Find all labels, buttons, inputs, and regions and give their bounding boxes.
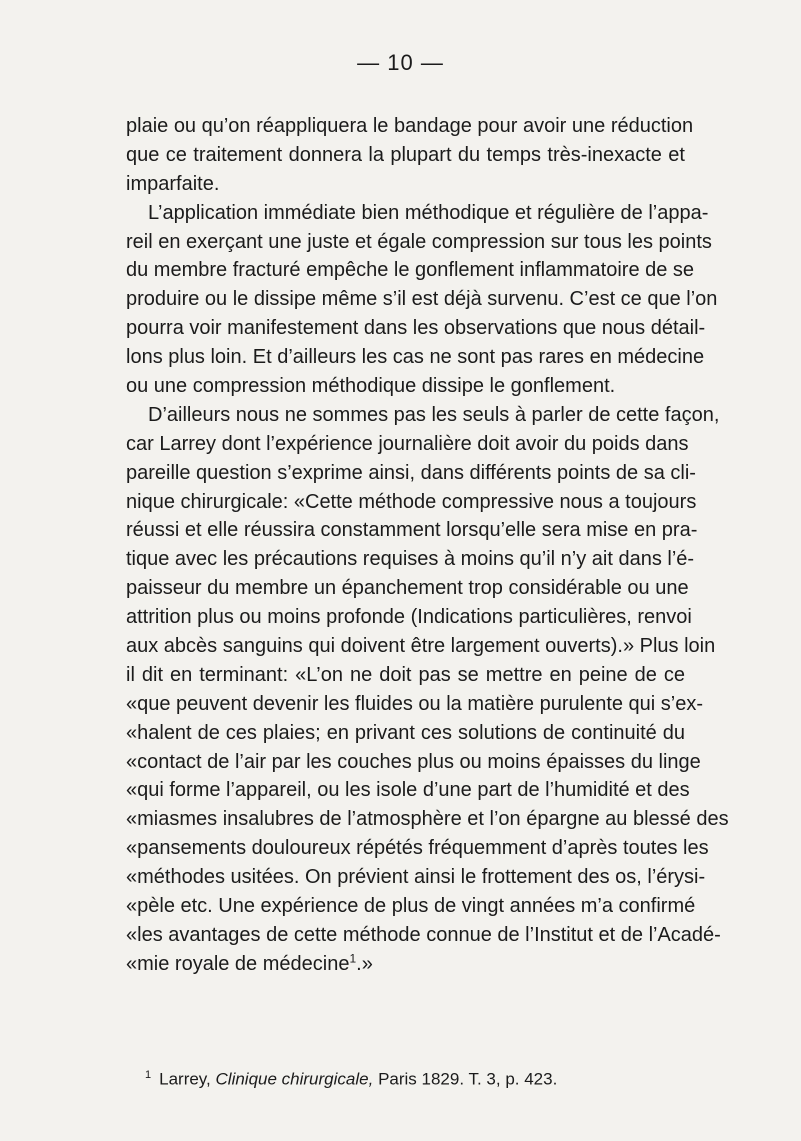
text-line-content: «mie royale de médecine	[126, 952, 350, 975]
text-line: tique avec les précautions requises à moins qu’il n’y ait dans l’é-	[126, 548, 695, 571]
text-line: que ce traitement donnera la plupart du temps très-inexacte et	[126, 143, 685, 166]
text-line: reil en exerçant une juste et égale compression sur tous les points	[126, 230, 712, 253]
text-line: produire ou le dissipe même s’il est déjà survenu. C’est ce que l’on	[126, 288, 718, 311]
footnote-author: Larrey,	[159, 1069, 211, 1089]
text-line: «que peuvent devenir les fluides ou la matière purulente qui s’ex-	[126, 692, 704, 715]
footnote-details: Paris 1829. T. 3, p. 423.	[378, 1069, 558, 1089]
text-line: du membre fracturé empêche le gonflement inflammatoire de se	[126, 259, 695, 282]
text-line: «méthodes usitées. On prévient ainsi le frottement des os, l’érysi-	[126, 866, 706, 889]
text-line: «pansements douloureux répétés fréquemment d’après toutes les	[126, 837, 709, 860]
footnote-mark: 1	[145, 1069, 152, 1081]
text-line: imparfaite.	[126, 172, 220, 195]
page-number: — 10 —	[357, 50, 444, 75]
text-line-final	[126, 950, 685, 979]
footnote-reference: 1	[349, 951, 357, 966]
text-line-end: .»	[356, 952, 373, 975]
text-line: plaie ou qu’on réappliquera le bandage pour avoir une réduction	[126, 115, 694, 137]
text-line: lons plus loin. Et d’ailleurs les cas ne sont pas rares en médecine	[126, 346, 705, 369]
text-line: car Larrey dont l’expérience journalière doit avoir du poids dans	[126, 432, 689, 455]
footnote	[145, 1064, 557, 1091]
text-line: L’application immédiate bien méthodique et régulière de l’appa-	[148, 201, 709, 224]
text-line: nique chirurgicale: «Cette méthode compressive nous a toujours	[126, 490, 697, 513]
text-line: ou une compression méthodique dissipe le gonflement.	[126, 375, 616, 398]
text-line: D’ailleurs nous ne sommes pas les seuls à parler de cette façon,	[148, 403, 720, 426]
text-line: «halent de ces plaies; en privant ces solutions de continuité du	[126, 721, 685, 744]
text-line: réussi et elle réussira constamment lorsqu’elle sera mise en pra-	[126, 519, 698, 542]
text-line: paisseur du membre un épanchement trop considérable ou une	[126, 577, 689, 600]
text-line: pourra voir manifestement dans les observations que nous détail-	[126, 317, 706, 340]
text-line: «miasmes insalubres de l’atmosphère et l’on épargne au blessé des	[126, 808, 729, 831]
body-text	[126, 112, 729, 979]
footnote-title: Clinique chirurgicale,	[215, 1069, 374, 1089]
text-line: «pèle etc. Une expérience de plus de vingt années m’a confirmé	[126, 895, 696, 918]
text-line: il dit en terminant: «L’on ne doit pas se mettre en peine de ce	[126, 663, 685, 686]
text-line: «contact de l’air par les couches plus ou moins épaisses du linge	[126, 750, 701, 773]
text-line: attrition plus ou moins profonde (Indications particulières, renvoi	[126, 606, 692, 629]
text-line: «qui forme l’appareil, ou les isole d’une part de l’humidité et des	[126, 779, 690, 802]
text-line: aux abcès sanguins qui doivent être largement ouverts).» Plus loin	[126, 635, 716, 658]
text-line: pareille question s’exprime ainsi, dans différents points de sa cli-	[126, 461, 696, 484]
text-line: «les avantages de cette méthode connue de l’Institut et de l’Acadé-	[126, 923, 721, 946]
